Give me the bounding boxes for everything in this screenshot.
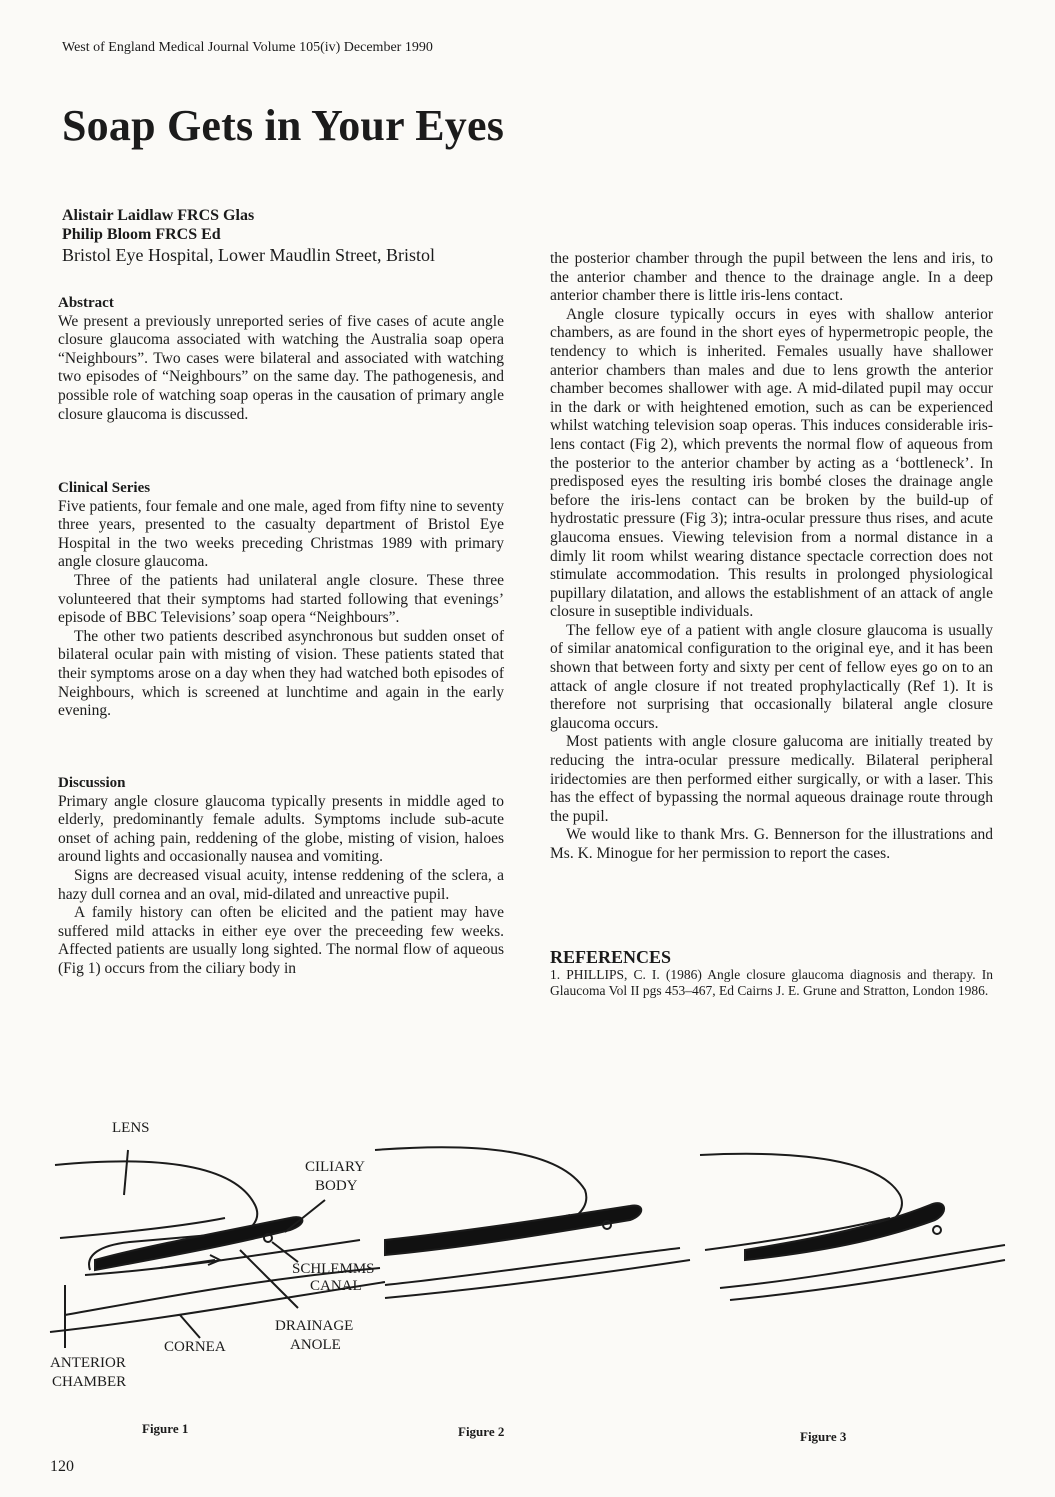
cornea-pointer (180, 1315, 200, 1338)
label-ciliary: CILIARY (305, 1159, 365, 1175)
label-drainage: DRAINAGE (275, 1318, 354, 1334)
clinical-paragraph: Five patients, four female and one male, aged from fifty nine to seventy three years, presented to the casualty department of Bristol Eye Hospital in the two weeks preceding Christmas 1989 with primary angle closure glaucoma. (58, 497, 504, 571)
label-anole: ANOLE (290, 1337, 341, 1353)
author-2: Philip Bloom FRCS Ed (62, 226, 221, 243)
right-column (550, 250, 993, 998)
abstract-section (58, 294, 504, 424)
reference-item: 1. PHILLIPS, C. I. (1986) Angle closure glaucoma diagnosis and therapy. In Glaucoma Vol II pgs 453–467, Ed Cairns J. E. Grune and Stratton, London 1986. (550, 966, 993, 998)
affiliation: Bristol Eye Hospital, Lower Maudlin Street, Bristol (62, 245, 435, 265)
label-body: BODY (315, 1178, 358, 1194)
label-anterior: ANTERIOR (50, 1355, 126, 1371)
discussion-paragraph: Primary angle closure glaucoma typically presents in middle aged to elderly, predominantly female adults. Symptoms include sub-acute onset of aching pain, reddening of the globe, misting of vision, haloes around lights and occasionally nausea and vomiting. (58, 792, 504, 866)
body-paragraph: the posterior chamber through the pupil between the lens and iris, to the anterior chamber and thence to the drainage angle. In a deep anterior chamber there is little iris-lens contact. (550, 250, 993, 305)
page-number: 120 (50, 1458, 74, 1475)
article-title: Soap Gets in Your Eyes (62, 101, 505, 150)
references-heading: REFERENCES (550, 947, 672, 967)
abstract-text: We present a previously unreported series of five cases of acute angle closure glaucoma associated with watching the Australia soap opera “Neighbours”. Two cases were bilateral and associated with watching two episodes of “Neighbours” on the same day. The pathogenesis, and possible role of watching soap operas in the causation of primary angle closure glaucoma is discussed. (58, 312, 504, 423)
clinical-section (58, 479, 504, 721)
acknowledgements: We would like to thank Mrs. G. Bennerson for the illustrations and Ms. K. Minogue for her permission to report the cases. (550, 826, 993, 862)
iris-shape (745, 1203, 944, 1260)
clinical-paragraph: The other two patients described asynchronous but sudden onset of bilateral ocular pain with misting of vision. These patients stated that their symptoms arose on a day when they had watched both episodes of Neighbours, which is screened at lunchtime and again in the early evening. (58, 627, 504, 720)
cornea-upper (385, 1248, 680, 1285)
aqueous-arrow (160, 1260, 215, 1268)
label-cornea: CORNEA (164, 1339, 226, 1355)
discussion-heading: Discussion (58, 775, 126, 791)
ciliary-pointer (285, 1200, 325, 1232)
iris-shape (385, 1206, 641, 1255)
journal-header: West of England Medical Journal Volume 105(iv) December 1990 (62, 40, 433, 55)
body-paragraph: The fellow eye of a patient with angle closure glaucoma is usually of similar anatomical configuration to the original eye, and it has been shown that between forty and sixty per cent of fellow eyes go on to an attack of angle closure if not treated prophylactically (Ref 1). It is therefore not surprising that occasionally bilateral angle closure glaucoma occurs. (550, 621, 993, 732)
discussion-paragraph: A family history can often be elicited and the patient may have suffered mild attacks in either eye over the preceeding few weeks. Affected patients are usually long sighted. The normal flow of aqueous (Fig 1) occurs from the ciliary body in (58, 904, 504, 977)
references-section (550, 948, 993, 999)
clinical-heading: Clinical Series (58, 480, 151, 496)
cornea-outer (730, 1260, 1005, 1300)
clinical-paragraph: Three of the patients had unilateral angle closure. These three volunteered that their symptoms had started following that evenings’ episode of BBC Televisions’ soap opera “Neighbours”. (58, 571, 504, 627)
figure-3-caption: Figure 3 (800, 1429, 847, 1444)
discussion-section (58, 774, 504, 979)
author-block (62, 206, 435, 266)
label-lens: LENS (112, 1120, 150, 1136)
abstract-heading: Abstract (58, 295, 114, 311)
label-canal: CANAL (310, 1278, 362, 1294)
body-paragraph: Most patients with angle closure galucoma are initially treated by reducing the intra-ocular pressure medically. Bilateral peripheral iridectomies are then performed either surgically, or with a laser. This has the effect of bypassing the normal aqueous drainage route through the pupil. (550, 733, 993, 825)
label-chamber: CHAMBER (52, 1374, 127, 1390)
figures-illustration (40, 1110, 1020, 1460)
figure-2-caption: Figure 2 (458, 1424, 505, 1439)
figure-1-caption: Figure 1 (142, 1421, 189, 1436)
author-1: Alistair Laidlaw FRCS Glas (62, 207, 255, 224)
lens-pointer (124, 1150, 128, 1195)
figure-2-diagram (375, 1147, 690, 1298)
body-paragraph: Angle closure typically occurs in eyes with shallow anterior chambers, as are found in the short eyes of hypermetropic people, the tendency to which is inherited. Females usually have shallower anterior chambers than males and due to lens growth the anterior chamber becomes shallower with age. A mid-dilated pupil may occur in the dark or with heightened emotion, such as can be experienced whilst watching television soap operas. This induces considerable iris-lens contact (Fig 2), which prevents the normal flow of aqueous from the posterior to the anterior chamber by acting as a ‘bottleneck’. In predisposed eyes the resulting iris bombé closes the drainage angle before the iris-lens contact can be broken by the build-up of hydrostatic pressure (Fig 3); intra-ocular pressure thus rises, and acute glaucoma ensues. Viewing television from a normal distance in a dimly lit room whilst wearing distance spectacle correction does not stimulate accommodation. This results in prolonged physiological pupillary dilatation, and allows the establishment of an attack of angle closure in suseptible individuals. (550, 305, 993, 621)
label-schlemms: SCHLEMMS (292, 1261, 375, 1277)
discussion-paragraph: Signs are decreased visual acuity, intense reddening of the sclera, a hazy dull cornea and an oval, mid-dilated and unreactive pupil. (58, 866, 504, 903)
figure-3-diagram (700, 1154, 1005, 1300)
schlemms-canal-circle (933, 1226, 941, 1234)
